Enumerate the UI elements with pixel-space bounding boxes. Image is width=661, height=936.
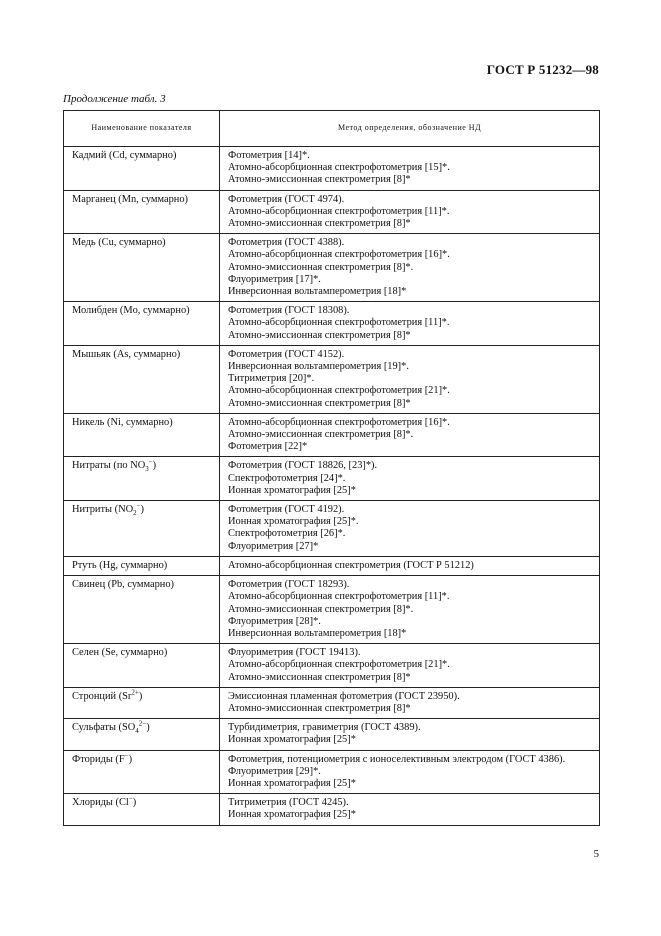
indicators-table xyxy=(63,110,600,826)
indicator-name: Кадмий (Cd, суммарно) xyxy=(64,147,220,191)
method-cell xyxy=(220,190,600,234)
column-header-method: Метод определения, обозначение НД xyxy=(220,111,600,147)
method-line: Атомно-эмиссионная спектрометрия [8]* xyxy=(228,174,411,186)
indicator-name xyxy=(64,750,220,794)
method-line: Атомно-абсорбционная спектрофотометрия [16]*. xyxy=(228,249,450,261)
indicator-name: Никель (Ni, суммарно) xyxy=(64,413,220,457)
indicator-name xyxy=(64,719,220,750)
method-line: Атомно-эмиссионная спектрометрия [8]* xyxy=(228,218,411,230)
table-row xyxy=(64,345,600,413)
indicator-name xyxy=(64,687,220,718)
indicator-name: Медь (Cu, суммарно) xyxy=(64,234,220,302)
indicator-name-part: Хлориды (Cl xyxy=(72,797,129,809)
method-line: Фотометрия (ГОСТ 4192). xyxy=(228,504,345,516)
method-line: Флуориметрия [27]* xyxy=(228,540,319,552)
method-cell xyxy=(220,501,600,557)
method-cell xyxy=(220,457,600,501)
indicator-name-part: Нитриты (NO xyxy=(72,504,134,516)
superscript: 2+ xyxy=(131,688,139,697)
method-line: Титриметрия [20]*. xyxy=(228,373,315,385)
method-line: Ионная хроматография [25]* xyxy=(228,484,356,496)
method-line: Инверсионная вольтамперометрия [18]* xyxy=(228,627,407,639)
superscript: − xyxy=(128,794,133,803)
table-row xyxy=(64,644,600,688)
method-line: Атомно-эмиссионная спектрометрия [8]*. xyxy=(228,429,414,441)
indicator-name xyxy=(64,501,220,557)
method-line: Ионная хроматография [25]*. xyxy=(228,516,359,528)
method-line: Атомно-эмиссионная спектрометрия [8]* xyxy=(228,397,411,409)
method-line: Фотометрия (ГОСТ 18308). xyxy=(228,305,350,317)
indicator-name xyxy=(64,457,220,501)
method-line: Атомно-абсорбционная спектрофотометрия [11]*. xyxy=(228,205,450,217)
table-row xyxy=(64,234,600,302)
method-line: Ионная хроматография [25]* xyxy=(228,809,356,821)
method-line: Инверсионная вольтамперометрия [18]* xyxy=(228,286,407,298)
method-line: Фотометрия (ГОСТ 18293). xyxy=(228,579,350,591)
method-line: Флуориметрия [28]*. xyxy=(228,615,321,627)
method-line: Атомно-абсорбционная спектрометрия (ГОСТ Р 51212) xyxy=(228,559,474,571)
method-line: Атомно-эмиссионная спектрометрия [8]*. xyxy=(228,261,414,273)
indicator-name: Селен (Se, суммарно) xyxy=(64,644,220,688)
table-row xyxy=(64,190,600,234)
method-line: Турбидиметрия, гравиметрия (ГОСТ 4389). xyxy=(228,722,421,734)
indicator-name-part: ) xyxy=(146,722,150,734)
method-cell xyxy=(220,719,600,750)
table-row xyxy=(64,687,600,718)
table-header-row xyxy=(64,111,600,147)
superscript: − xyxy=(124,751,129,760)
indicator-name: Молибден (Mo, суммарно) xyxy=(64,302,220,346)
method-line: Флуориметрия [29]*. xyxy=(228,765,321,777)
table-continuation-caption: Продолжение табл. 3 xyxy=(63,93,166,105)
method-line: Ионная хроматография [25]* xyxy=(228,734,356,746)
method-line: Атомно-абсорбционная спектрофотометрия [21]*. xyxy=(228,385,450,397)
document-code: ГОСТ Р 51232—98 xyxy=(486,62,599,77)
table-row xyxy=(64,719,600,750)
method-line: Атомно-абсорбционная спектрофотометрия [21]*. xyxy=(228,659,450,671)
method-line: Фотометрия (ГОСТ 18826, [23]*). xyxy=(228,460,378,472)
indicator-name: Марганец (Mn, суммарно) xyxy=(64,190,220,234)
method-cell xyxy=(220,147,600,191)
method-line: Атомно-абсорбционная спектрофотометрия [16]*. xyxy=(228,416,450,428)
method-line: Атомно-эмиссионная спектрометрия [8]* xyxy=(228,671,411,683)
indicator-name-part: ) xyxy=(138,690,143,702)
method-cell xyxy=(220,302,600,346)
table-row xyxy=(64,750,600,794)
method-cell xyxy=(220,576,600,644)
table-row xyxy=(64,576,600,644)
indicator-name-part: ) xyxy=(132,797,137,809)
method-line: Атомно-эмиссионная спектрометрия [8]* xyxy=(228,702,411,714)
method-cell xyxy=(220,794,600,825)
method-cell xyxy=(220,413,600,457)
subscript: 4 xyxy=(135,727,139,736)
indicator-name: Свинец (Pb, суммарно) xyxy=(64,576,220,644)
table-row xyxy=(64,302,600,346)
table-row xyxy=(64,413,600,457)
indicator-name xyxy=(64,794,220,825)
method-line: Атомно-эмиссионная спектрометрия [8]* xyxy=(228,329,411,341)
method-line: Спектрофотометрия [26]*. xyxy=(228,528,346,540)
method-cell xyxy=(220,234,600,302)
method-line: Флуориметрия (ГОСТ 19413). xyxy=(228,647,361,659)
indicator-name-part: Стронций (Sr xyxy=(72,690,132,702)
superscript: − xyxy=(148,458,153,466)
method-line: Фотометрия (ГОСТ 4974). xyxy=(228,193,345,205)
table-body xyxy=(64,147,600,826)
method-line: Флуориметрия [17]*. xyxy=(228,273,321,285)
subscript: 2 xyxy=(133,509,137,518)
method-line: Ионная хроматография [25]* xyxy=(228,777,356,789)
indicator-name-part: ) xyxy=(152,460,157,472)
subscript: 3 xyxy=(145,465,149,474)
table-row xyxy=(64,794,600,825)
indicator-name-part: Нитраты (по NO xyxy=(72,460,146,472)
method-line: Атомно-абсорбционная спектрофотометрия [11]*. xyxy=(228,317,450,329)
table-row xyxy=(64,457,600,501)
page-number: 5 xyxy=(593,848,599,860)
method-cell xyxy=(220,644,600,688)
method-line: Атомно-абсорбционная спектрофотометрия [11]*. xyxy=(228,591,450,603)
column-header-indicator: Наименование показателя xyxy=(64,111,220,147)
indicator-name-part: Сульфаты (SO xyxy=(72,722,136,734)
indicator-name: Мышьяк (As, суммарно) xyxy=(64,345,220,413)
method-line: Фотометрия [22]* xyxy=(228,441,308,453)
indicator-name-part: ) xyxy=(140,504,144,516)
table-row xyxy=(64,556,600,575)
method-line: Спектрофотометрия [24]*. xyxy=(228,472,346,484)
indicator-name: Ртуть (Hg, суммарно) xyxy=(64,556,220,575)
table-row xyxy=(64,501,600,557)
method-cell xyxy=(220,750,600,794)
method-line: Фотометрия (ГОСТ 4388). xyxy=(228,237,345,249)
method-line: Инверсионная вольтамперометрия [19]*. xyxy=(228,361,409,373)
superscript: 2− xyxy=(138,719,147,728)
method-line: Эмиссионная пламенная фотометрия (ГОСТ 23950). xyxy=(228,690,460,702)
method-cell xyxy=(220,556,600,575)
superscript: − xyxy=(136,501,141,510)
table-row xyxy=(64,147,600,191)
method-line: Фотометрия, потенциометрия с ионоселективным электродом (ГОСТ 4386). xyxy=(228,753,566,765)
method-cell xyxy=(220,345,600,413)
indicator-name-part: Фториды (F xyxy=(72,753,125,765)
method-cell xyxy=(220,687,600,718)
method-line: Атомно-абсорбционная спектрофотометрия [15]*. xyxy=(228,162,450,174)
indicator-name-part: ) xyxy=(128,753,133,765)
method-line: Фотометрия [14]*. xyxy=(228,150,310,161)
method-line: Титриметрия (ГОСТ 4245). xyxy=(228,797,349,809)
method-line: Атомно-эмиссионная спектрометрия [8]*. xyxy=(228,603,414,615)
method-line: Фотометрия (ГОСТ 4152). xyxy=(228,348,345,360)
